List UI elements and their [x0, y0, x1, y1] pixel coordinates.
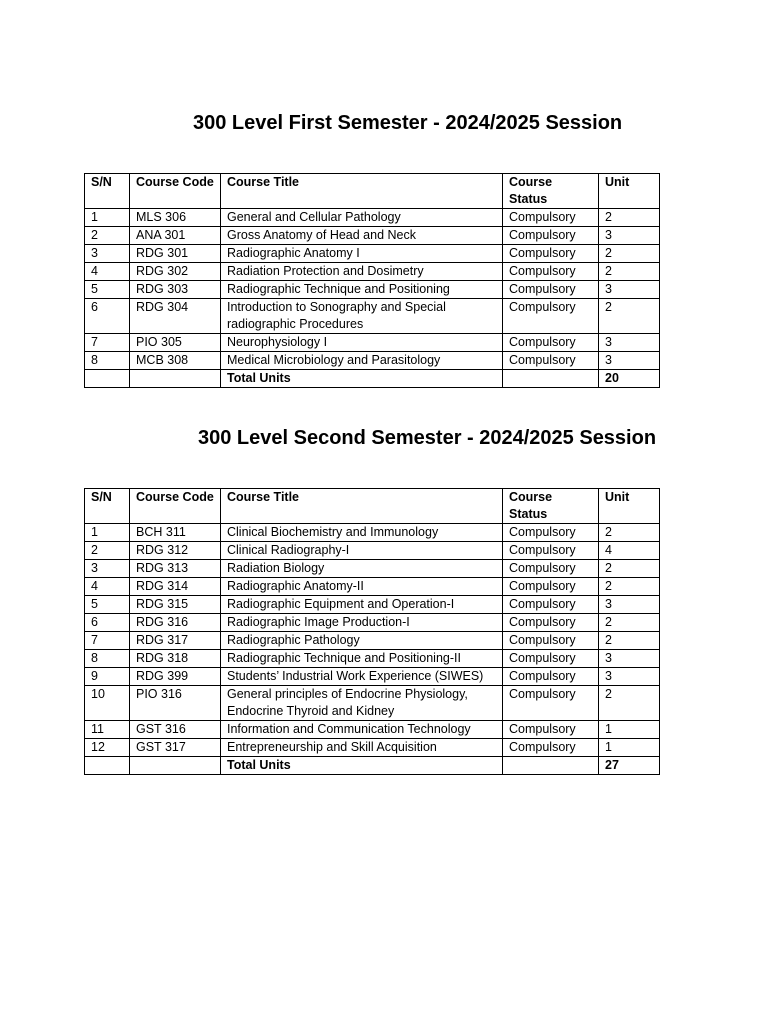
table-row — [85, 632, 660, 650]
table-row — [85, 524, 660, 542]
cell-course-status: Compulsory — [503, 334, 599, 352]
cell-course-title: Radiographic Image Production-I — [221, 614, 503, 632]
cell-sn: 3 — [85, 560, 130, 578]
table-row — [85, 352, 660, 370]
semester2-title: 300 Level Second Semester - 2024/2025 Session — [198, 427, 657, 449]
cell-unit: 3 — [599, 334, 660, 352]
cell-course-code: RDG 317 — [130, 632, 221, 650]
cell-unit: 3 — [599, 650, 660, 668]
cell-unit: 2 — [599, 524, 660, 542]
table-row — [85, 281, 660, 299]
header-course-status: Course Status — [503, 174, 599, 209]
cell-course-title: General and Cellular Pathology — [221, 209, 503, 227]
cell-course-status: Compulsory — [503, 686, 599, 721]
cell-sn: 6 — [85, 299, 130, 334]
cell-course-title: General principles of Endocrine Physiology, Endocrine Thyroid and Kidney — [221, 686, 503, 721]
cell-sn: 4 — [85, 578, 130, 596]
cell-sn: 5 — [85, 281, 130, 299]
table-row — [85, 209, 660, 227]
total-empty-cell — [130, 757, 221, 775]
cell-unit: 3 — [599, 352, 660, 370]
cell-course-code: PIO 316 — [130, 686, 221, 721]
total-units-label: Total Units — [221, 757, 503, 775]
cell-course-title: Entrepreneurship and Skill Acquisition — [221, 739, 503, 757]
header-unit: Unit — [599, 489, 660, 524]
cell-course-code: GST 316 — [130, 721, 221, 739]
cell-course-status: Compulsory — [503, 578, 599, 596]
table-row — [85, 334, 660, 352]
cell-sn: 10 — [85, 686, 130, 721]
cell-course-code: RDG 301 — [130, 245, 221, 263]
cell-course-title: Gross Anatomy of Head and Neck — [221, 227, 503, 245]
cell-unit: 2 — [599, 686, 660, 721]
cell-course-status: Compulsory — [503, 632, 599, 650]
semester1-rows — [85, 209, 660, 370]
total-row — [85, 757, 660, 775]
cell-sn: 7 — [85, 334, 130, 352]
table-row — [85, 739, 660, 757]
cell-course-status: Compulsory — [503, 542, 599, 560]
cell-course-code: RDG 313 — [130, 560, 221, 578]
cell-course-code: RDG 304 — [130, 299, 221, 334]
cell-sn: 1 — [85, 209, 130, 227]
cell-sn: 11 — [85, 721, 130, 739]
cell-course-code: RDG 312 — [130, 542, 221, 560]
cell-course-code: RDG 399 — [130, 668, 221, 686]
cell-course-title: Radiographic Anatomy I — [221, 245, 503, 263]
table-row — [85, 614, 660, 632]
cell-unit: 1 — [599, 721, 660, 739]
table-row — [85, 245, 660, 263]
cell-unit: 2 — [599, 245, 660, 263]
cell-course-title: Radiographic Technique and Positioning — [221, 281, 503, 299]
cell-course-code: BCH 311 — [130, 524, 221, 542]
cell-course-status: Compulsory — [503, 263, 599, 281]
cell-course-code: MCB 308 — [130, 352, 221, 370]
table-row — [85, 578, 660, 596]
cell-course-title: Information and Communication Technology — [221, 721, 503, 739]
semester2-rows — [85, 524, 660, 757]
cell-course-title: Clinical Radiography-I — [221, 542, 503, 560]
header-unit: Unit — [599, 174, 660, 209]
table-row — [85, 227, 660, 245]
total-empty-cell — [503, 757, 599, 775]
table-header-row — [85, 174, 660, 209]
cell-course-code: MLS 306 — [130, 209, 221, 227]
table-row — [85, 721, 660, 739]
total-empty-cell — [85, 757, 130, 775]
total-units-value: 20 — [599, 370, 660, 388]
cell-unit: 2 — [599, 560, 660, 578]
cell-unit: 3 — [599, 281, 660, 299]
cell-course-status: Compulsory — [503, 614, 599, 632]
cell-sn: 2 — [85, 227, 130, 245]
cell-unit: 3 — [599, 668, 660, 686]
cell-course-status: Compulsory — [503, 650, 599, 668]
cell-sn: 3 — [85, 245, 130, 263]
table-row — [85, 668, 660, 686]
cell-sn: 8 — [85, 650, 130, 668]
total-empty-cell — [130, 370, 221, 388]
table-row — [85, 686, 660, 721]
cell-course-title: Radiographic Pathology — [221, 632, 503, 650]
cell-sn: 1 — [85, 524, 130, 542]
cell-course-title: Students’ Industrial Work Experience (SIWES) — [221, 668, 503, 686]
cell-course-code: RDG 303 — [130, 281, 221, 299]
total-row — [85, 370, 660, 388]
cell-course-code: ANA 301 — [130, 227, 221, 245]
cell-course-code: RDG 316 — [130, 614, 221, 632]
cell-course-status: Compulsory — [503, 739, 599, 757]
table-row — [85, 542, 660, 560]
cell-unit: 2 — [599, 632, 660, 650]
cell-course-status: Compulsory — [503, 524, 599, 542]
total-empty-cell — [85, 370, 130, 388]
cell-course-title: Radiation Biology — [221, 560, 503, 578]
cell-course-status: Compulsory — [503, 352, 599, 370]
cell-course-status: Compulsory — [503, 299, 599, 334]
cell-course-status: Compulsory — [503, 596, 599, 614]
cell-course-title: Neurophysiology I — [221, 334, 503, 352]
cell-sn: 8 — [85, 352, 130, 370]
total-units-value: 27 — [599, 757, 660, 775]
cell-course-status: Compulsory — [503, 209, 599, 227]
cell-sn: 9 — [85, 668, 130, 686]
cell-sn: 5 — [85, 596, 130, 614]
cell-unit: 2 — [599, 614, 660, 632]
semester1-title: 300 Level First Semester - 2024/2025 Session — [193, 112, 623, 134]
cell-course-status: Compulsory — [503, 668, 599, 686]
cell-sn: 12 — [85, 739, 130, 757]
cell-course-code: GST 317 — [130, 739, 221, 757]
cell-sn: 6 — [85, 614, 130, 632]
cell-course-code: RDG 314 — [130, 578, 221, 596]
cell-unit: 2 — [599, 299, 660, 334]
cell-course-status: Compulsory — [503, 245, 599, 263]
cell-unit: 3 — [599, 227, 660, 245]
cell-course-title: Radiographic Anatomy-II — [221, 578, 503, 596]
cell-course-code: PIO 305 — [130, 334, 221, 352]
cell-course-code: RDG 315 — [130, 596, 221, 614]
cell-sn: 2 — [85, 542, 130, 560]
cell-course-title: Radiation Protection and Dosimetry — [221, 263, 503, 281]
header-course-title: Course Title — [221, 174, 503, 209]
header-course-code: Course Code — [130, 489, 221, 524]
cell-course-status: Compulsory — [503, 721, 599, 739]
table-row — [85, 560, 660, 578]
semester2-course-table — [84, 488, 660, 775]
semester1-course-table — [84, 173, 660, 388]
cell-course-code: RDG 302 — [130, 263, 221, 281]
table-row — [85, 596, 660, 614]
cell-sn: 7 — [85, 632, 130, 650]
cell-course-title: Radiographic Equipment and Operation-I — [221, 596, 503, 614]
cell-unit: 2 — [599, 263, 660, 281]
cell-course-status: Compulsory — [503, 227, 599, 245]
cell-unit: 3 — [599, 596, 660, 614]
table-row — [85, 650, 660, 668]
header-course-status: Course Status — [503, 489, 599, 524]
header-course-title: Course Title — [221, 489, 503, 524]
cell-course-title: Radiographic Technique and Positioning-II — [221, 650, 503, 668]
cell-unit: 2 — [599, 209, 660, 227]
cell-unit: 2 — [599, 578, 660, 596]
table-row — [85, 263, 660, 281]
cell-unit: 4 — [599, 542, 660, 560]
cell-unit: 1 — [599, 739, 660, 757]
header-sn: S/N — [85, 174, 130, 209]
table-row — [85, 299, 660, 334]
header-sn: S/N — [85, 489, 130, 524]
cell-course-status: Compulsory — [503, 560, 599, 578]
header-course-code: Course Code — [130, 174, 221, 209]
cell-sn: 4 — [85, 263, 130, 281]
cell-course-status: Compulsory — [503, 281, 599, 299]
total-units-label: Total Units — [221, 370, 503, 388]
cell-course-title: Medical Microbiology and Parasitology — [221, 352, 503, 370]
cell-course-title: Introduction to Sonography and Special radiographic Procedures — [221, 299, 503, 334]
table-header-row — [85, 489, 660, 524]
cell-course-code: RDG 318 — [130, 650, 221, 668]
cell-course-title: Clinical Biochemistry and Immunology — [221, 524, 503, 542]
total-empty-cell — [503, 370, 599, 388]
